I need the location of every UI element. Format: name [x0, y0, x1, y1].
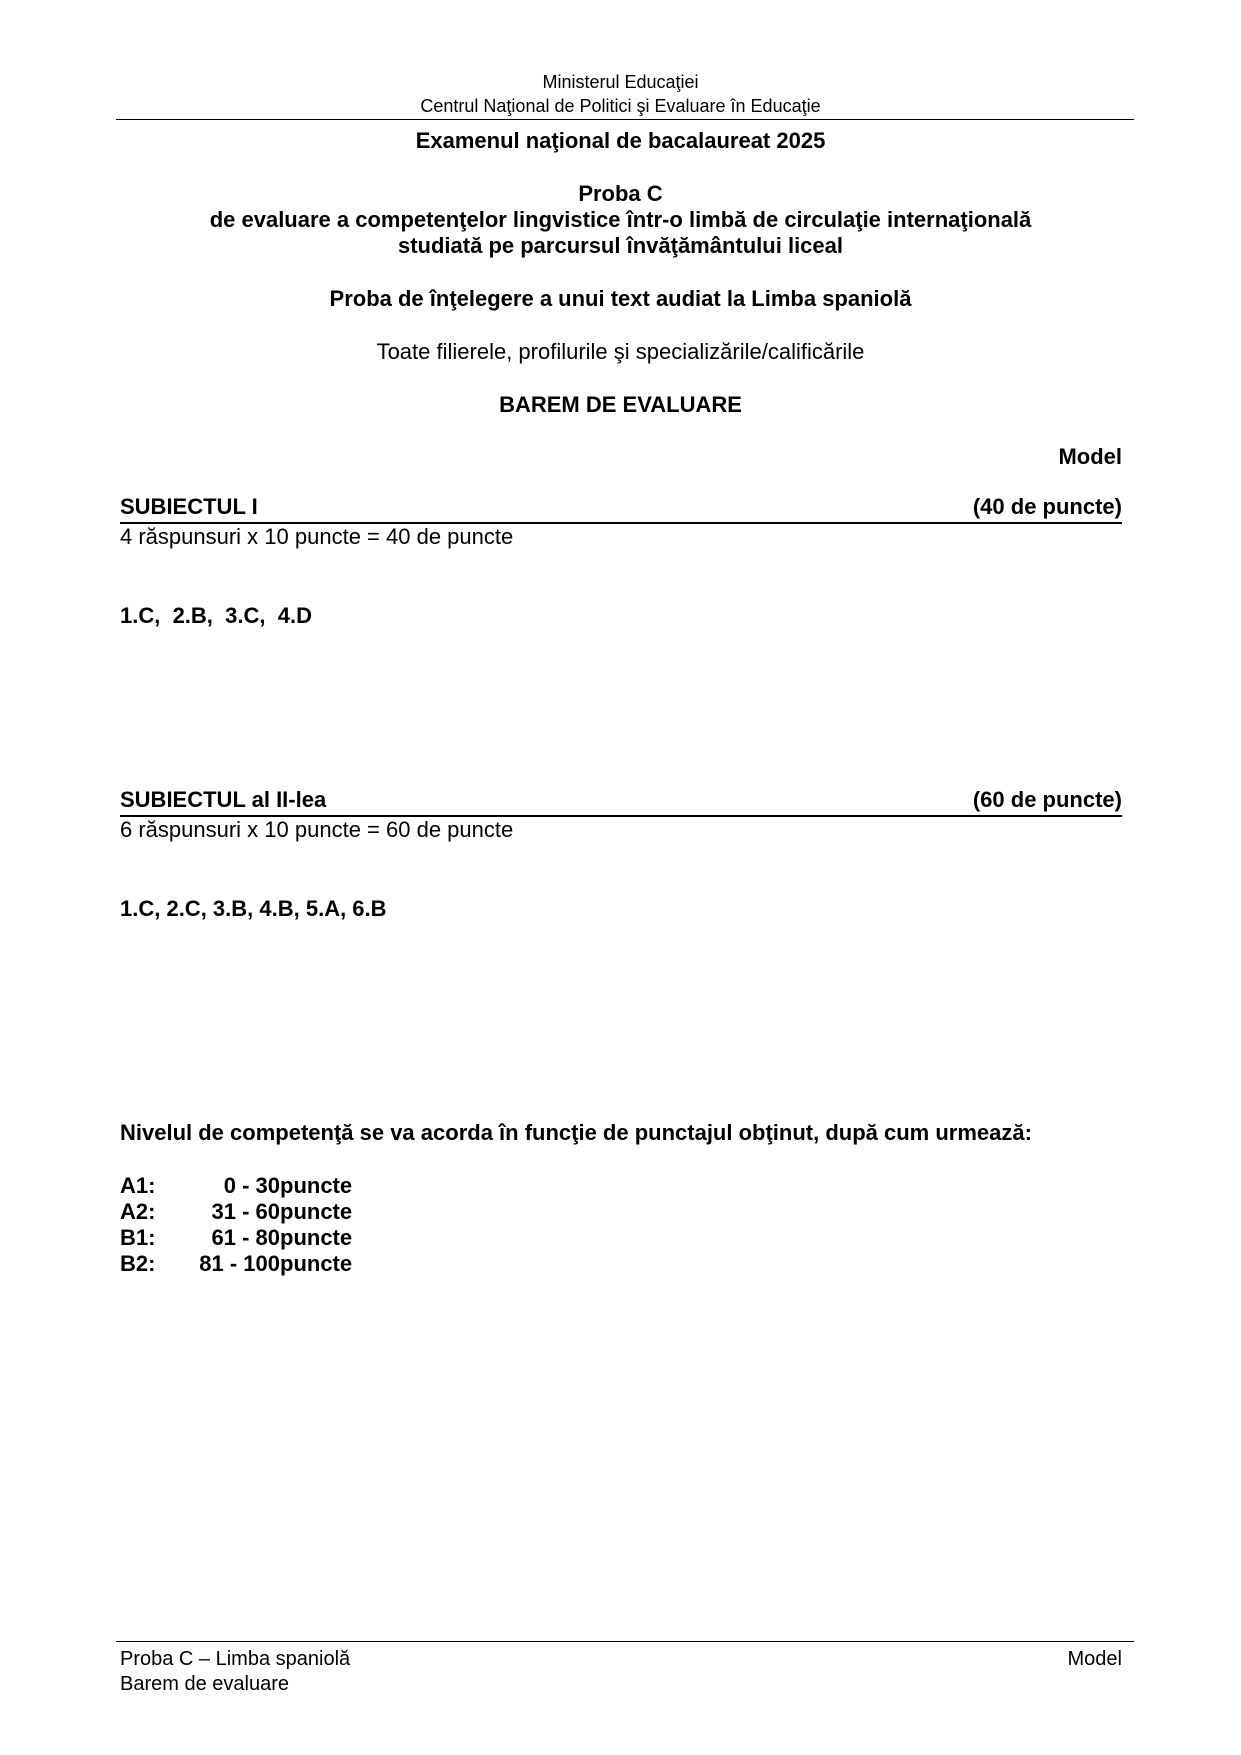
section-1-answers: 1.C, 2.B, 3.C, 4.D [120, 603, 312, 628]
level-unit: puncte [280, 1173, 353, 1198]
level-unit: puncte [280, 1251, 353, 1276]
barem-title: BAREM DE EVALUARE [499, 392, 742, 417]
section-2-formula: 6 răspunsuri x 10 puncte = 60 de puncte [120, 817, 514, 842]
levels-intro: Nivelul de competenţă se va acorda în funcţie de punctajul obţinut, după cum urmează: [120, 1120, 1032, 1145]
level-unit: puncte [280, 1225, 353, 1250]
footer-left-line1: Proba C – Limba spaniolă [120, 1648, 351, 1670]
model-label: Model [1058, 444, 1122, 469]
subject-title: Proba de înţelegere a unui text audiat la Limba spaniolă [329, 286, 912, 311]
header-divider [116, 119, 1134, 120]
section-1-formula: 4 răspunsuri x 10 puncte = 40 de puncte [120, 524, 514, 549]
level-code: B2: [120, 1251, 156, 1276]
proba-description-line2: studiată pe parcursul învăţământului liceal [397, 233, 844, 258]
exam-title: Examenul naţional de bacalaureat 2025 [415, 128, 826, 153]
section-1-header [120, 496, 1122, 524]
level-range: 81 - 100 [199, 1251, 280, 1276]
section-2-header [120, 789, 1122, 817]
level-range: 61 - 80 [211, 1225, 280, 1250]
section-1-heading: SUBIECTUL I [120, 494, 258, 519]
level-range: 0 - 30 [223, 1173, 280, 1198]
level-unit: puncte [280, 1199, 353, 1224]
proba-title: Proba C [578, 181, 663, 206]
footer-left-line2: Barem de evaluare [120, 1673, 289, 1695]
proba-description-line1: de evaluare a competenţelor lingvistice într-o limbă de circulaţie internaţională [209, 207, 1032, 232]
section-2-answers: 1.C, 2.C, 3.B, 4.B, 5.A, 6.B [120, 896, 387, 921]
section-2-heading: SUBIECTUL al II-lea [120, 787, 327, 812]
level-code: A2: [120, 1199, 156, 1224]
audience-text: Toate filierele, profilurile şi specializările/calificările [376, 339, 865, 364]
level-code: A1: [120, 1173, 156, 1198]
header-ministry: Ministerul Educaţiei [542, 72, 699, 92]
header-center: Centrul Naţional de Politici şi Evaluare în Educaţie [420, 96, 821, 116]
section-1-points: (40 de puncte) [972, 494, 1122, 519]
section-2-points: (60 de puncte) [972, 787, 1122, 812]
footer-divider [116, 1641, 1134, 1642]
level-code: B1: [120, 1225, 156, 1250]
level-range: 31 - 60 [211, 1199, 280, 1224]
footer-model: Model [1067, 1648, 1122, 1670]
